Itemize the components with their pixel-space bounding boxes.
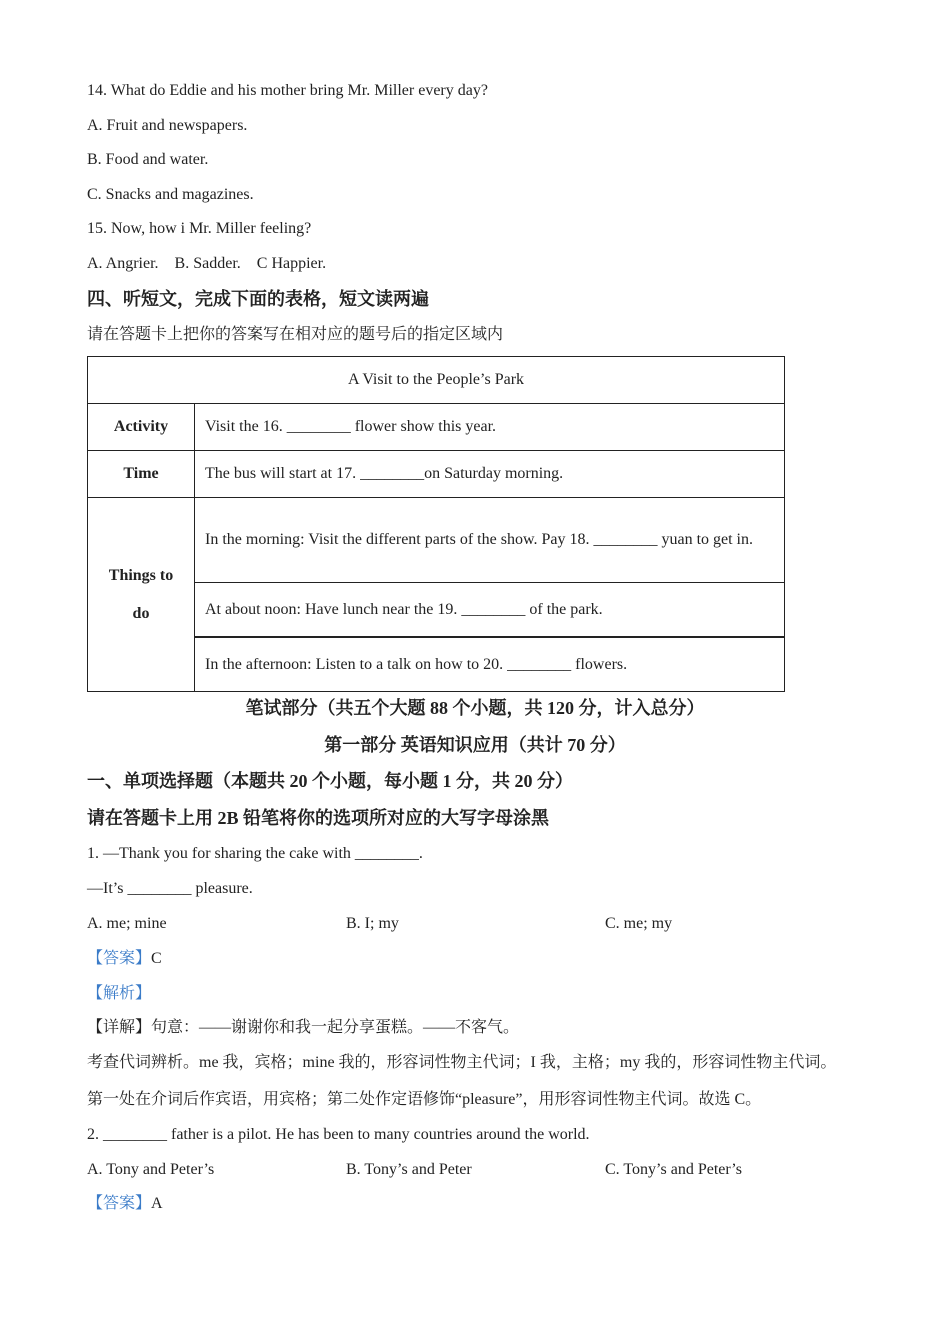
row-label-time: Time <box>88 451 195 498</box>
q1-option-b: B. I; my <box>346 915 399 932</box>
row-label-activity: Activity <box>88 404 195 451</box>
q14-option-b: B. Food and water. <box>87 151 209 168</box>
answer-value: A <box>151 1195 163 1212</box>
things-morning <box>195 498 785 583</box>
things-label-line2: do <box>132 604 150 622</box>
answer-tag: 【答案】 <box>87 1195 152 1212</box>
answer-tag: 【答案】 <box>87 950 152 967</box>
things-label-line1: Things to <box>108 566 174 584</box>
q1-option-c: C. me; my <box>605 915 673 932</box>
section4-heading: 四、听短文，完成下面的表格，短文读两遍 <box>87 289 429 309</box>
row-text-time: The bus will start at 17. ________on Saturday morning. <box>195 451 785 498</box>
things-morning-text: In the morning: Visit the different parts of the show. Pay 18. ________ yuan to get in. <box>205 531 753 548</box>
q14-option-c: C. Snacks and magazines. <box>87 186 254 203</box>
q2-option-c: C. Tony’s and Peter’s <box>605 1161 742 1178</box>
q2-answer <box>87 1194 163 1214</box>
q2-option-b: B. Tony’s and Peter <box>346 1161 472 1178</box>
q1-analysis-tag: 【解析】 <box>87 985 152 1002</box>
q1-option-a: A. me; mine <box>87 915 167 932</box>
q1-explanation-1: 考查代词辨析。me 我，宾格；mine 我的，形容词性物主代词；I 我，主格；my 我的，形容词性物主代词。 <box>87 1054 837 1071</box>
section1-heading: 一、单项选择题（本题共 20 个小题，每小题 1 分，共 20 分） <box>87 771 573 791</box>
park-visit-table <box>87 356 785 692</box>
section1-instruction: 请在答题卡上用 2B 铅笔将你的选项所对应的大写字母涂黑 <box>87 808 550 828</box>
written-part-title: 笔试部分（共五个大题 88 个小题，共 120 分，计入总分） <box>245 698 705 718</box>
q1-explanation-2: 第一处在介词后作宾语，用宾格；第二处作定语修饰“pleasure”，用形容词性物主代词。故选 C。 <box>87 1091 762 1108</box>
q2-stem: 2. ________ father is a pilot. He has been to many countries around the world. <box>87 1126 590 1143</box>
q1-answer <box>87 949 162 969</box>
q14-option-a: A. Fruit and newspapers. <box>87 117 248 134</box>
answer-value: C <box>151 950 162 967</box>
table-title: A Visit to the People’s Park <box>88 357 785 404</box>
things-afternoon: In the afternoon: Listen to a talk on how to 20. ________ flowers. <box>195 637 785 692</box>
part1-title: 第一部分 英语知识应用（共计 70 分） <box>324 735 626 755</box>
q1-stem-line2: —It’s ________ pleasure. <box>87 880 253 897</box>
q15-options: A. Angrier. B. Sadder. C Happier. <box>87 255 327 272</box>
q1-stem-line1: 1. —Thank you for sharing the cake with ________. <box>87 845 423 862</box>
section4-instruction: 请在答题卡上把你的答案写在相对应的题号后的指定区域内 <box>87 326 504 343</box>
q14-stem: 14. What do Eddie and his mother bring Mr. Miller every day? <box>87 82 488 99</box>
things-noon: At about noon: Have lunch near the 19. ________ of the park. <box>195 583 785 638</box>
q15-stem: 15. Now, how i Mr. Miller feeling? <box>87 220 312 237</box>
row-text-activity: Visit the 16. ________ flower show this year. <box>195 404 785 451</box>
q1-detail: 【详解】句意：——谢谢你和我一起分享蛋糕。——不客气。 <box>87 1019 520 1036</box>
q2-option-a: A. Tony and Peter’s <box>87 1161 215 1178</box>
row-label-things <box>88 498 195 692</box>
